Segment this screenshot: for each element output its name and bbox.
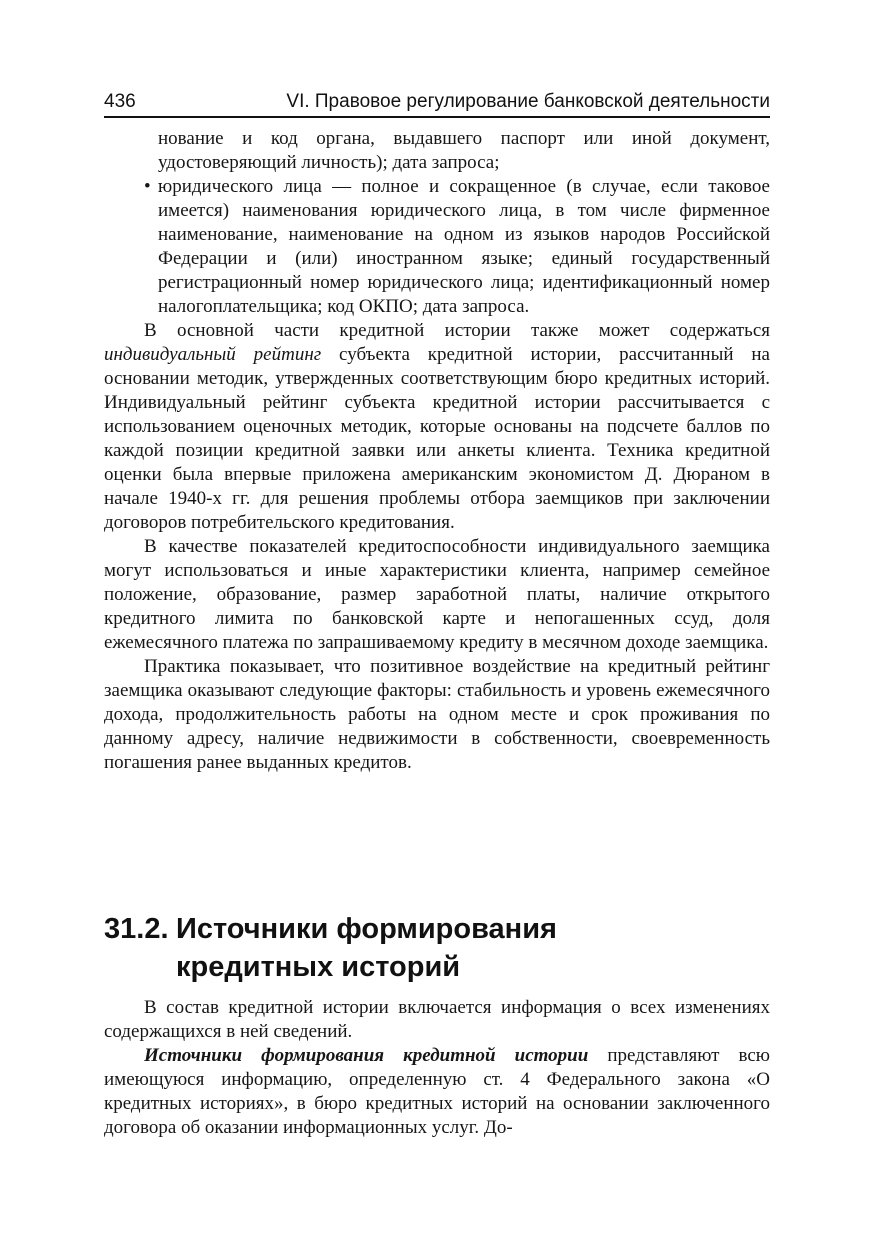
body-text-upper — [104, 127, 770, 775]
paragraph-sources — [104, 1044, 770, 1140]
paragraph-composition: В состав кредитной истории включается информация о всех изменениях содержащихся в ней сведений. — [104, 997, 770, 1042]
list-continuation: нование и код органа, выдавшего паспорт или иной документ, удостоверяющий личность); дата запроса; — [158, 128, 770, 173]
paragraph-individual-rating — [104, 319, 770, 535]
term-sources: Источники формирования кредитной истории — [144, 1045, 589, 1066]
section-heading — [104, 910, 770, 986]
header-rule — [104, 116, 770, 118]
section-title-line1: Источники формирования — [176, 913, 557, 945]
section-number: 31.2. — [104, 913, 169, 945]
running-title: VI. Правовое регулирование банковской деятельности — [286, 91, 770, 112]
paragraph-practice: Практика показывает, что позитивное воздействие на кредитный рейтинг заемщика оказывают следующие факторы: стабильность и уровень ежемесячного дохода, продолжительность работы на одном месте и срок проживания по данному адресу, наличие недвижимости в собственности, своевременность погашения ранее выданных кредитов. — [104, 656, 770, 773]
term-individual-rating: индивидуальный рейтинг — [104, 344, 322, 365]
bullet-icon: • — [144, 176, 151, 197]
paragraph-text: представляют всю имеющуюся информацию, определенную ст. 4 Федерального закона «О кредитных историях», в бюро кредитных историй на основании заключенного договора об оказании информационных услуг. До- — [104, 1045, 770, 1138]
page-number: 436 — [104, 91, 136, 112]
paragraph-creditworthiness: В качестве показателей кредитоспособности индивидуального заемщика могут использоваться и иные характеристики клиента, например семейное положение, образование, размер заработной платы, наличие открытого кредитного лимита по банковской карте и непогашенных ссуд, доля ежемесячного платежа по запрашиваемому кредиту в месячном доходе заемщика. — [104, 536, 770, 653]
paragraph-text: В основной части кредитной истории также может содержаться — [144, 320, 770, 341]
section-title-line2: кредитных историй — [176, 951, 461, 983]
body-text-lower — [104, 996, 770, 1140]
paragraph-text: субъекта кредитной истории, рассчитанный на основании методик, утвержденных соответствующим бюро кредитных историй. Индивидуальный рейтинг субъекта кредитной истории рассчитывается с использованием оценочных методик, которые основаны на подсчете баллов по каждой позиции кредитной заявки или анкеты клиента. Техника кредитной оценки была впервые приложена американским экономистом Д. Дюраном в начале 1940-х гг. для решения проблемы отбора заемщиков при заключении договоров потребительского кредитования. — [104, 344, 770, 533]
list-item-text: юридического лица — полное и сокращенное (в случае, если таковое имеется) наименования юридического лица, в том числе фирменное наименование, наименование на одном из языков народов Российской Федерации и (или) иностранном языке; единый государственный регистрационный номер юридического лица; идентификационный номер налогоплательщика; код ОКПО; дата запроса. — [158, 176, 770, 317]
running-header — [104, 88, 770, 118]
list-item-legal-entity — [104, 175, 770, 319]
